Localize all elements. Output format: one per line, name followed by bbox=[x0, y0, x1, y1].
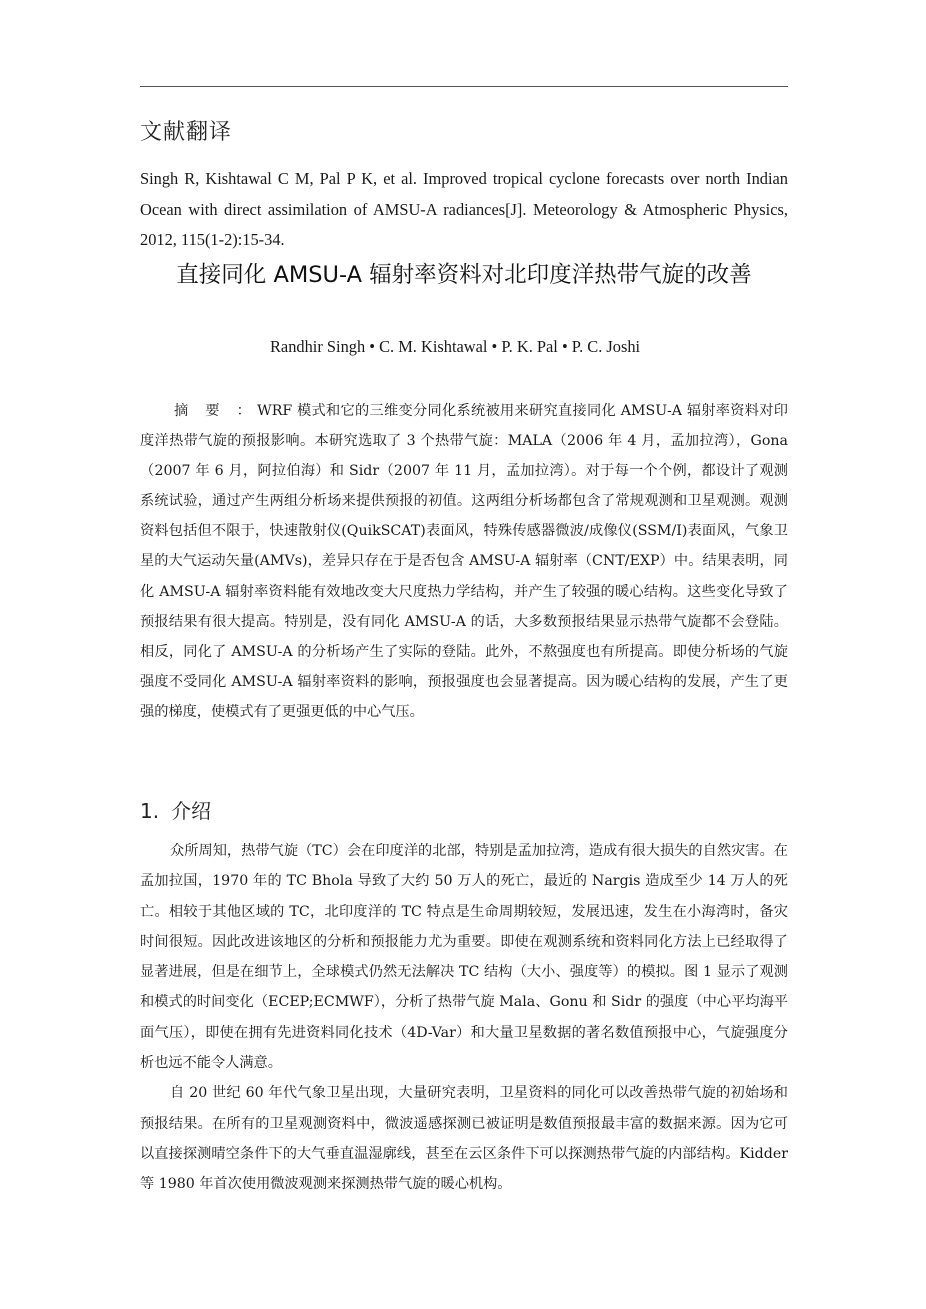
reference-citation: Singh R, Kishtawal C M, Pal P K, et al. Improved tropical cyclone forecasts over north Indian Ocean with direct assimilation of AMSU-A radiances[J]. Meteorology & Atmospheric Physics, 2012, 115(1-2):15-34. bbox=[140, 169, 788, 249]
abstract bbox=[140, 396, 788, 727]
header-rule bbox=[140, 86, 788, 87]
section-number: 1. bbox=[140, 799, 160, 823]
section-heading-introduction bbox=[140, 796, 211, 826]
paragraph: 自 20 世纪 60 年代气象卫星出现，大量研究表明，卫星资料的同化可以改善热带气旋的初始场和预报结果。在所有的卫星观测资料中，微波遥感探测已被证明是数值预报最丰富的数据来源。因为它可以直接探测晴空条件下的大气垂直温湿廓线，甚至在云区条件下可以探测热带气旋的内部结构。Kidder 等 1980 年首次使用微波观测来探测热带气旋的暖心机构。 bbox=[140, 1085, 788, 1193]
section-label: 文献翻译 bbox=[140, 120, 233, 145]
paragraph: 众所周知，热带气旋（TC）会在印度洋的北部，特别是孟加拉湾，造成有很大损失的自然灾害。在孟加拉国，1970 年的 TC Bhola 导致了大约 50 万人的死亡，最近的 Nargis 造成至少 14 万人的死亡。相较于其他区域的 TC，北印度洋的 TC 特点是生命周期较短，发展迅速，发生在小海湾时，备灾时间很短。因此改进该地区的分析和预报能力尤为重要。即使在观测系统和资料同化方法上已经取得了显著进展，但是在细节上，全球模式仍然无法解决 TC 结构（大小、强度等）的模拟。图 1 显示了观测和模式的时间变化（ECEP;ECMWF），分析了热带气旋 Mala、Gonu 和 Sidr 的强度（中心平均海平面气压），即使在拥有先进资料同化技术（4D-Var）和大量卫星数据的著名数值预报中心，气旋强度分析也远不能令人满意。 bbox=[140, 843, 788, 1072]
author-list: Randhir Singh • C. M. Kishtawal • P. K. Pal • P. C. Joshi bbox=[270, 337, 641, 356]
abstract-label: 摘 要 ： bbox=[174, 403, 258, 419]
paper-title: 直接同化 AMSU-A 辐射率资料对北印度洋热带气旋的改善 bbox=[176, 262, 752, 288]
section-title: 介绍 bbox=[171, 799, 212, 823]
abstract-text: WRF 模式和它的三维变分同化系统被用来研究直接同化 AMSU-A 辐射率资料对印度洋热带气旋的预报影响。本研究选取了 3 个热带气旋：MALA（2006 年 4 月，孟加拉湾），Gona（2007 年 6 月，阿拉伯海）和 Sidr（2007 年 11 月，孟加拉湾）。对于每一个个例，都设计了观测系统试验，通过产生两组分析场来提供预报的初值。这两组分析场都包含了常规观测和卫星观测。观测资料包括但不限于，快速散射仪(QuikSCAT)表面风，特殊传感器微波/成像仪(SSM/I)表面风，气象卫星的大气运动矢量(AMVs)，差异只存在于是否包含 AMSU-A 辐射率（CNT/EXP）中。结果表明，同化 AMSU-A 辐射率资料能有效地改变大尺度热力学结构，并产生了较强的暖心结构。这些变化导致了预报结果有很大提高。特别是，没有同化 AMSU-A 的话，大多数预报结果显示热带气旋都不会登陆。相反，同化了 AMSU-A 的分析场产生了实际的登陆。此外，不熬强度也有所提高。即使分析场的气旋强度不受同化 AMSU-A 辐射率资料的影响，预报强度也会显著提高。因为暖心结构的发展，产生了更强的梯度，使模式有了更强更低的中心气压。 bbox=[140, 403, 788, 720]
introduction-body bbox=[140, 836, 788, 1200]
